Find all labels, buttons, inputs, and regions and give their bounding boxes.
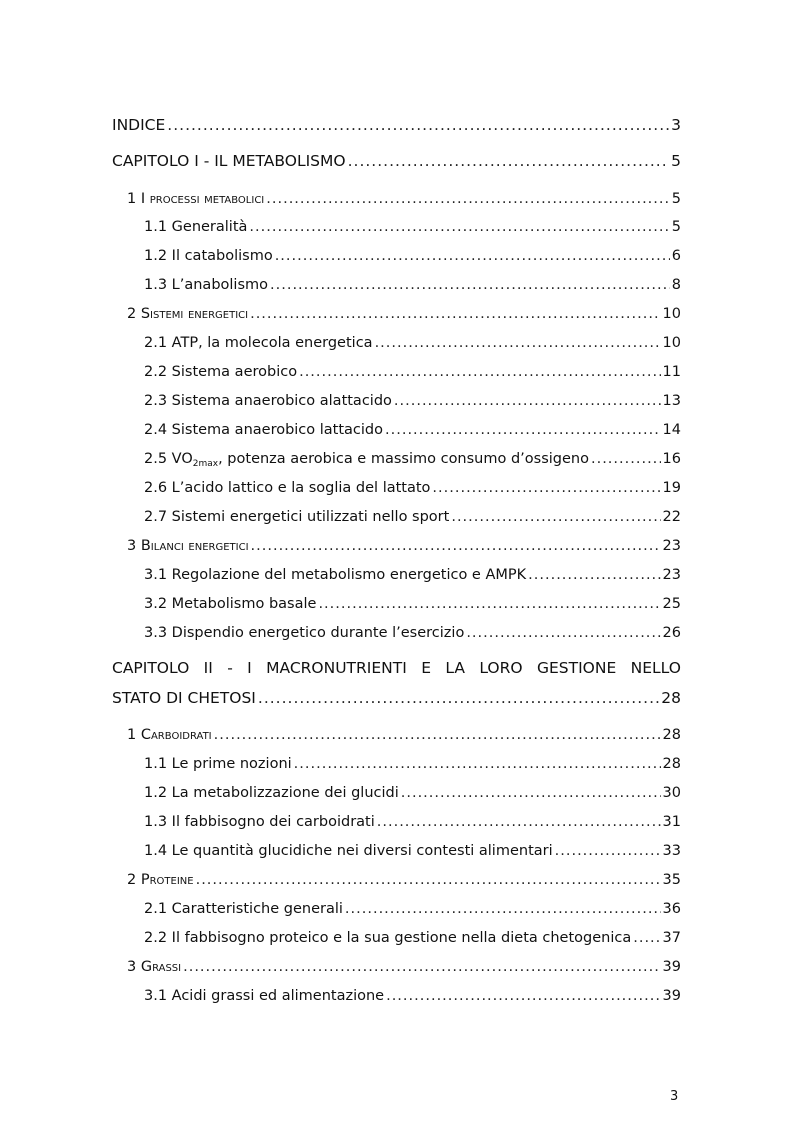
toc-title: 1.2 La metabolizzazione dei glucidi <box>144 785 399 801</box>
toc-entry-subsection[interactable] <box>144 595 681 613</box>
toc-number: 1 <box>127 727 137 743</box>
toc-title: CAPITOLO I - IL METABOLISMO <box>112 152 346 170</box>
toc-entry-subsection[interactable] <box>144 813 681 831</box>
toc-page: 6 <box>671 248 681 264</box>
toc-entry-subsection[interactable] <box>144 784 681 802</box>
toc-title: 3.1 Acidi grassi ed alimentazione <box>144 988 385 1004</box>
toc-page: 26 <box>662 625 681 641</box>
toc-title: 1.2 Il catabolismo <box>144 248 273 264</box>
toc-page: 14 <box>662 422 681 438</box>
toc-page: 31 <box>662 814 681 830</box>
toc-page: 28 <box>662 756 681 772</box>
toc-page: 28 <box>661 689 681 707</box>
toc-word: LA <box>445 659 465 677</box>
toc-title <box>144 450 589 473</box>
toc-entry-indice[interactable] <box>112 116 681 134</box>
toc-entry-subsection[interactable] <box>144 276 681 294</box>
toc-entry-subsection[interactable] <box>144 334 681 352</box>
toc-entry-subsection[interactable] <box>144 929 681 947</box>
toc-page: 16 <box>662 451 681 467</box>
toc-word: - <box>227 659 233 677</box>
toc-leader-dots <box>432 479 660 497</box>
toc-leader-dots <box>591 450 661 468</box>
toc-word: NELLO <box>630 659 681 677</box>
toc-entry-section-1[interactable] <box>127 190 681 208</box>
toc-entry-subsection[interactable] <box>144 900 681 918</box>
toc-number: 2 <box>127 306 137 322</box>
toc-page: 10 <box>662 306 681 322</box>
toc-page: 11 <box>662 364 681 380</box>
toc-section-title: Proteine <box>140 872 194 888</box>
toc-title <box>127 305 248 323</box>
toc-word: I <box>247 659 252 677</box>
toc-page: 35 <box>662 872 681 888</box>
toc-word: II <box>203 659 213 677</box>
toc-title: 2.1 Caratteristiche generali <box>144 901 343 917</box>
toc-entry-subsection[interactable] <box>144 624 681 642</box>
toc-word: E <box>421 659 431 677</box>
toc-page: 37 <box>662 930 681 946</box>
toc-title: 1.4 Le quantità glucidiche nei diversi contesti alimentari <box>144 843 553 859</box>
toc-leader-dots <box>266 190 670 208</box>
toc-title: INDICE <box>112 116 166 134</box>
toc-title <box>127 871 194 889</box>
toc-page: 10 <box>662 335 681 351</box>
toc-title: 1.1 Le prime nozioni <box>144 756 292 772</box>
toc-entry-subsection[interactable] <box>144 421 681 439</box>
toc-title: 2.1 ATP, la molecola energetica <box>144 335 373 351</box>
toc-entry-section-3[interactable] <box>127 537 681 555</box>
toc-entry-subsection[interactable] <box>144 508 681 526</box>
toc-title: 1.1 Generalità <box>144 219 248 235</box>
toc-word: CAPITOLO <box>112 659 190 677</box>
toc-entry-chapter-2-line1[interactable] <box>112 659 681 677</box>
toc-leader-dots <box>318 595 660 613</box>
toc-entry-subsection[interactable] <box>144 566 681 584</box>
toc-title <box>127 537 249 555</box>
toc-leader-dots <box>345 900 661 918</box>
toc-entry-subsection[interactable] <box>144 392 681 410</box>
toc-entry-section-2[interactable] <box>127 871 681 889</box>
toc-page: 39 <box>662 988 681 1004</box>
toc-leader-dots <box>183 958 660 976</box>
toc-section-title: I processi metabolici <box>140 191 265 207</box>
toc-title <box>127 958 181 976</box>
toc-title: 2.2 Il fabbisogno proteico e la sua gestione nella dieta chetogenica <box>144 930 632 946</box>
toc-section-title: Grassi <box>140 959 182 975</box>
toc-title: 2.3 Sistema anaerobico alattacido <box>144 393 392 409</box>
toc-leader-dots <box>167 116 669 134</box>
toc-number: 3 <box>127 538 137 554</box>
toc-title: 3.3 Dispendio energetico durante l’esercizio <box>144 625 465 641</box>
toc-entry-subsection[interactable] <box>144 247 681 265</box>
toc-leader-dots <box>385 421 661 439</box>
toc-title <box>127 726 212 744</box>
toc-title <box>127 190 264 208</box>
toc-title-post: , potenza aerobica e massimo consumo d’ossigeno <box>218 451 589 467</box>
toc-page: 5 <box>671 152 681 170</box>
toc-title: 3.1 Regolazione del metabolismo energetico e AMPK <box>144 567 527 583</box>
toc-page: 23 <box>662 538 681 554</box>
toc-page: 23 <box>662 567 681 583</box>
toc-page: 19 <box>662 480 681 496</box>
toc-leader-dots <box>348 152 670 170</box>
toc-title: 2.6 L’acido lattico e la soglia del lattato <box>144 480 431 496</box>
toc-number: 2 <box>127 872 137 888</box>
toc-leader-dots <box>451 508 660 526</box>
toc-leader-dots <box>633 929 660 947</box>
toc-entry-section-1[interactable] <box>127 726 681 744</box>
toc-leader-dots <box>214 726 661 744</box>
toc-page: 33 <box>662 843 681 859</box>
toc-word: MACRONUTRIENTI <box>266 659 407 677</box>
toc-leader-dots <box>251 537 661 555</box>
toc-title: 3.2 Metabolismo basale <box>144 596 317 612</box>
toc-leader-dots <box>401 784 661 802</box>
toc-leader-dots <box>196 871 661 889</box>
toc-page: 36 <box>662 901 681 917</box>
toc-leader-dots <box>270 276 670 294</box>
toc-entry-subsection[interactable] <box>144 987 681 1005</box>
toc-page: 8 <box>671 277 681 293</box>
toc-entry-chapter-2-line2[interactable] <box>112 689 681 707</box>
toc-section-title: Sistemi energetici <box>140 306 249 322</box>
toc-page: 5 <box>671 191 681 207</box>
toc-title: STATO DI CHETOSI <box>112 689 256 707</box>
toc-page: 30 <box>662 785 681 801</box>
toc-section-title: Bilanci energetici <box>140 538 249 554</box>
toc-section-title: Carboidrati <box>140 727 212 743</box>
toc-title-pre: 2.5 VO <box>144 451 193 467</box>
toc-title: 2.7 Sistemi energetici utilizzati nello sport <box>144 509 450 525</box>
toc-leader-dots <box>375 334 661 352</box>
toc-leader-dots <box>555 842 661 860</box>
toc-leader-dots <box>250 305 660 323</box>
toc-entry-subsection[interactable] <box>144 755 681 773</box>
toc-page: 13 <box>662 393 681 409</box>
toc-entry-section-2[interactable] <box>127 305 681 323</box>
toc-page: 28 <box>662 727 681 743</box>
toc-word: GESTIONE <box>536 659 617 677</box>
toc-page: 5 <box>671 219 681 235</box>
toc-number: 3 <box>127 959 137 975</box>
toc-entry-subsection[interactable] <box>144 450 681 473</box>
toc-page: 25 <box>662 596 681 612</box>
toc-entry-subsection[interactable] <box>144 363 681 381</box>
toc-leader-dots <box>386 987 660 1005</box>
toc-leader-dots <box>275 247 670 265</box>
page-number: 3 <box>670 1089 679 1104</box>
toc-entry-chapter-1[interactable] <box>112 152 681 170</box>
toc-entry-subsection[interactable] <box>144 479 681 497</box>
toc-title: 1.3 L’anabolismo <box>144 277 269 293</box>
toc-leader-dots <box>299 363 660 381</box>
toc-leader-dots <box>258 689 659 707</box>
toc-page: 22 <box>662 509 681 525</box>
toc-title: 1.3 Il fabbisogno dei carboidrati <box>144 814 375 830</box>
toc-leader-dots <box>294 755 661 773</box>
toc-leader-dots <box>377 813 661 831</box>
toc-entry-subsection[interactable] <box>144 842 681 860</box>
toc-page: 39 <box>662 959 681 975</box>
toc-leader-dots <box>249 218 669 236</box>
toc-entry-subsection[interactable] <box>144 218 681 236</box>
toc-leader-dots <box>466 624 660 642</box>
toc-title: 2.2 Sistema aerobico <box>144 364 298 380</box>
toc-leader-dots <box>528 566 660 584</box>
toc-entry-section-3[interactable] <box>127 958 681 976</box>
toc-page: 3 <box>671 116 681 134</box>
toc-title-subscript: 2max <box>192 459 219 469</box>
toc-leader-dots <box>394 392 661 410</box>
toc-title: 2.4 Sistema anaerobico lattacido <box>144 422 384 438</box>
toc-number: 1 <box>127 191 137 207</box>
toc-word: LORO <box>479 659 523 677</box>
